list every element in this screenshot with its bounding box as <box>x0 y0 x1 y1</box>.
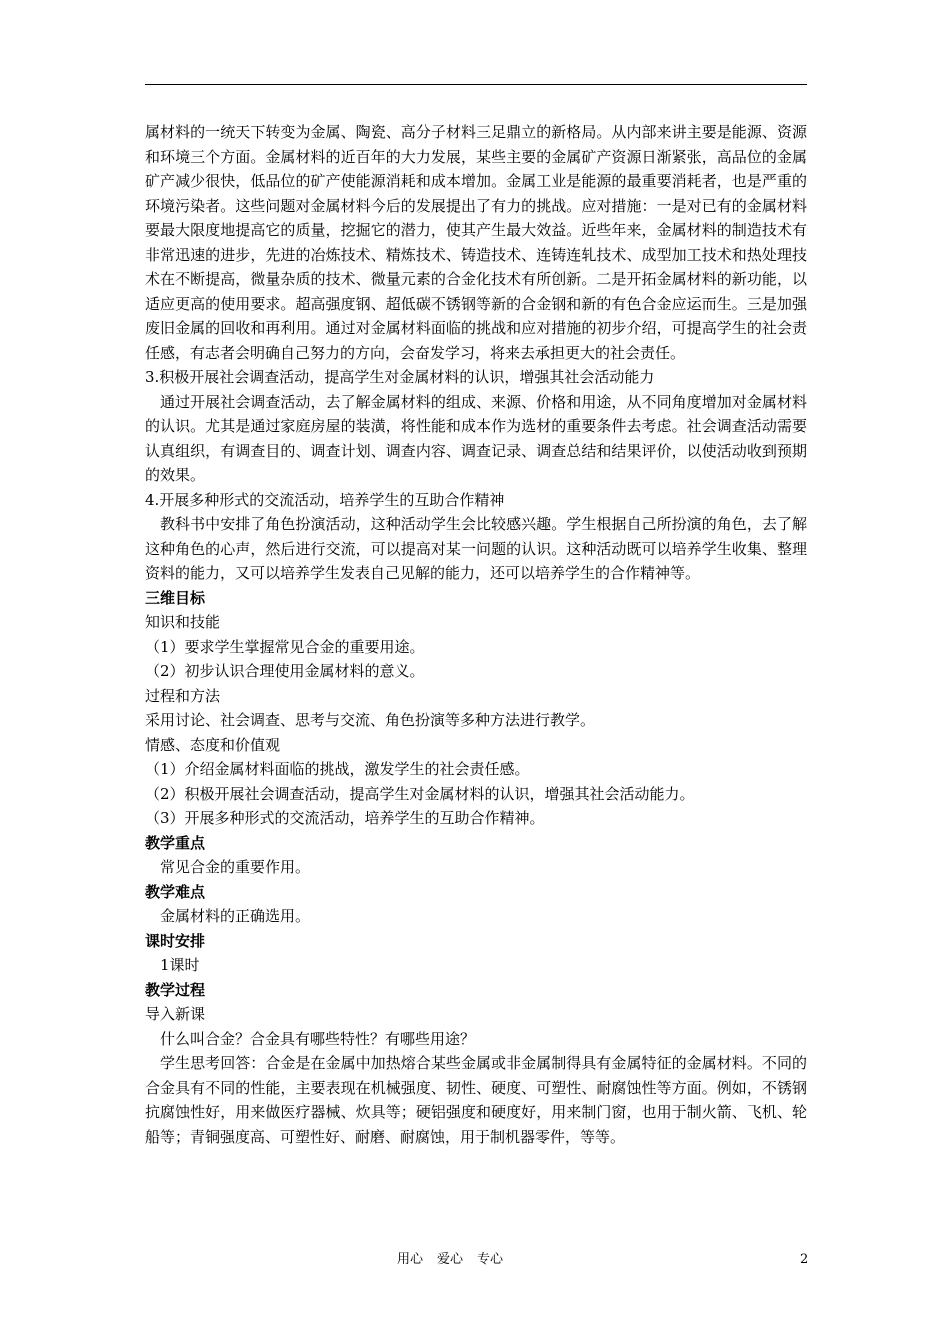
body-paragraph: （2）初步认识合理使用金属材料的意义。 <box>145 662 425 680</box>
body-paragraph: 过程和方法 <box>145 686 221 705</box>
body-paragraph: 1课时 <box>160 956 200 974</box>
body-paragraph: （1）介绍金属材料面临的挑战，激发学生的社会责任感。 <box>145 760 530 778</box>
header-rule <box>145 84 807 85</box>
body-paragraph: （1）要求学生掌握常见合金的重要用途。 <box>145 637 425 656</box>
document-body <box>145 120 807 1149</box>
body-paragraph: （2）积极开展社会调查活动，提高学生对金属材料的认识，增强其社会活动能力。 <box>145 784 695 803</box>
section-heading: 教学难点 <box>145 882 206 901</box>
body-paragraph: 3.积极开展社会调查活动，提高学生对金属材料的认识，增强其社会活动能力 <box>145 368 655 386</box>
section-heading: 三维目标 <box>145 588 206 607</box>
section-heading: 课时安排 <box>145 931 206 950</box>
footer-motto-item: 专心 <box>477 1252 504 1267</box>
body-paragraph: 什么叫合金？合金具有哪些特性？有哪些用途？ <box>160 1029 476 1048</box>
body-paragraph: 学生思考回答：合金是在金属中加热熔合某些金属或非金属制得具有金属特征的金属材料。不同的合金具有不同的性能，主要表现在机械强度、韧性、硬度、可塑性、耐腐蚀性等方面。例如，不锈钢抗腐蚀性好，用来做医疗器械、炊具等；硬铝强度和硬度好，用来制门窗，也用于制火箭、飞机、轮船等；青铜强度高、可塑性好、耐磨、耐腐蚀，用于制机器零件，等等。 <box>145 1054 807 1146</box>
footer-motto-item: 用心 <box>397 1252 424 1267</box>
page-footer <box>0 1250 950 1270</box>
body-paragraph: 属材料的一统天下转变为金属、陶瓷、高分子材料三足鼎立的新格局。从内部来讲主要是能源、资源和环境三个方面。金属材料的近百年的大力发展，某些主要的金属矿产资源日渐紧张，高品位的金属矿产减少很快，低品位的矿产使能源消耗和成本增加。金属工业是能源的最重要消耗者，也是严重的环境污染者。这些问题对金属材料今后的发展提出了有力的挑战。应对措施：一是对已有的金属材料要最大限度地提高它的质量，挖掘它的潜力，使其产生最大效益。近些年来，金属材料的制造技术有非常迅速的进步，先进的冶炼技术、精炼技术、铸造技术、连铸连轧技术、成型加工技术和热处理技术在不断提高，微量杂质的技术、微量元素的合金化技术有所创新。二是开拓金属材料的新功能，以适应更高的使用要求。超高强度钢、超低碳不锈钢等新的合金钢和新的有色合金应运而生。三是加强废旧金属的回收和再利用。通过对金属材料面临的挑战和应对措施的初步介绍，可提高学生的社会责任感，有志者会明确自己努力的方向，会奋发学习，将来去承担更大的社会责任。 <box>145 123 807 362</box>
body-paragraph: 采用讨论、社会调查、思考与交流、角色扮演等多种方法进行教学。 <box>145 711 596 729</box>
body-paragraph: 教科书中安排了角色扮演活动，这种活动学生会比较感兴趣。学生根据自己所扮演的角色，去了解这种角色的心声，然后进行交流，可以提高对某一问题的认识。这种活动既可以培养学生收集、整理资料的能力，又可以培养学生发表自己见解的能力，还可以培养学生的合作精神等。 <box>145 515 807 582</box>
body-paragraph: 4.开展多种形式的交流活动，培养学生的互助合作精神 <box>145 490 505 509</box>
section-heading: 教学过程 <box>145 980 206 999</box>
body-paragraph: （3）开展多种形式的交流活动，培养学生的互助合作精神。 <box>145 809 545 827</box>
page-number: 2 <box>800 1252 809 1267</box>
body-paragraph: 知识和技能 <box>145 613 221 631</box>
body-paragraph: 金属材料的正确选用。 <box>160 907 311 925</box>
body-paragraph: 通过开展社会调查活动，去了解金属材料的组成、来源、价格和用途，从不同角度增加对金属材料的认识。尤其是通过家庭房屋的装潢，将性能和成本作为选材的重要条件去考虑。社会调查活动需要认真组织，有调查目的、调查计划、调查内容、调查记录、调查总结和结果评价，以使活动收到预期的效果。 <box>145 392 807 484</box>
body-paragraph: 导入新课 <box>145 1005 206 1023</box>
footer-motto <box>397 1250 517 1270</box>
body-paragraph: 情感、态度和价值观 <box>145 735 281 754</box>
footer-motto-item: 爱心 <box>437 1252 464 1267</box>
body-paragraph: 常见合金的重要作用。 <box>160 858 311 876</box>
section-heading: 教学重点 <box>145 833 206 852</box>
